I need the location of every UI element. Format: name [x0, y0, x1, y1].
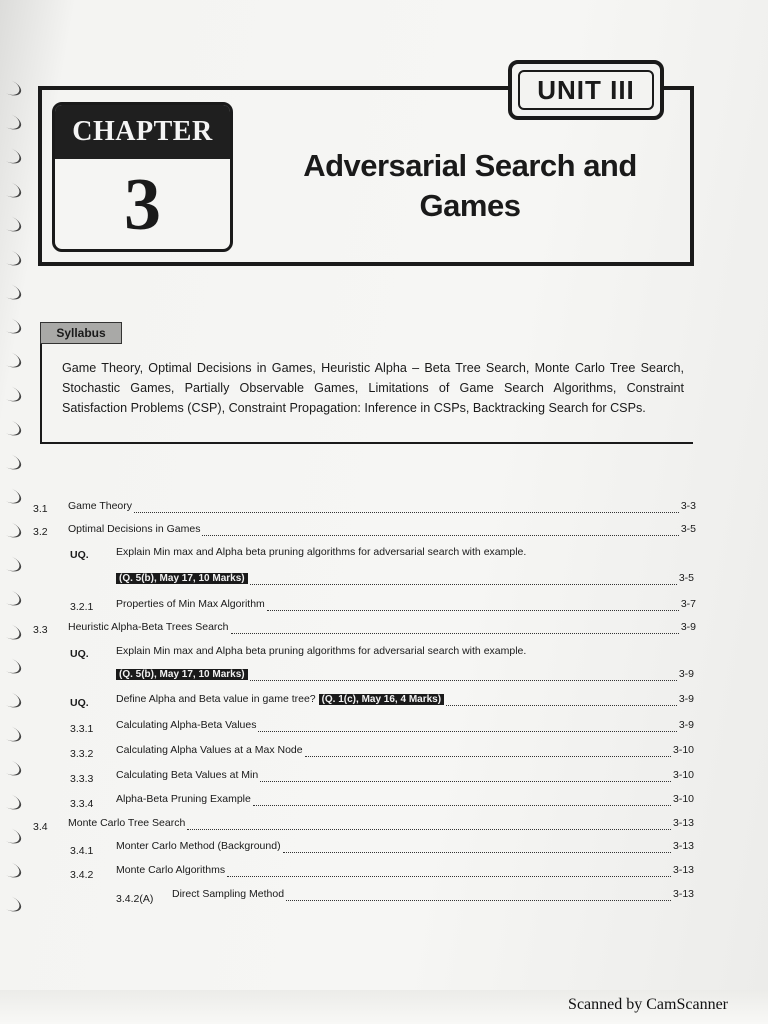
toc-number: 3.4	[33, 821, 48, 833]
chapter-title-line1: Adversarial Search and	[303, 148, 637, 183]
toc-text: Alpha-Beta Pruning Example	[116, 793, 251, 805]
toc-page: 3-10	[672, 769, 694, 781]
toc-row[interactable]	[68, 523, 696, 539]
toc-text: Explain Min max and Alpha beta pruning algorithms for adversarial search with example.	[116, 546, 527, 558]
toc-row	[116, 546, 696, 562]
toc-text: Monte Carlo Algorithms	[116, 864, 226, 876]
toc-text: Properties of Min Max Algorithm	[116, 598, 265, 610]
toc-number: 3.2.1	[70, 601, 94, 613]
toc-row[interactable]	[116, 668, 694, 684]
unit-label: UNIT III	[518, 70, 654, 110]
scanner-watermark: Scanned by CamScanner	[568, 996, 728, 1013]
toc-number: 3.3.4	[70, 798, 94, 810]
toc-row[interactable]	[116, 598, 696, 614]
toc-text: Explain Min max and Alpha beta pruning algorithms for adversarial search with example.	[116, 645, 527, 657]
toc-number: 3.1	[33, 503, 48, 515]
toc-number: 3.3.1	[70, 723, 94, 735]
toc-text: Direct Sampling Method	[172, 888, 285, 900]
toc-page: 3-7	[680, 598, 696, 610]
toc-text: Heuristic Alpha-Beta Trees Search	[68, 621, 229, 633]
toc-text: Calculating Beta Values at Min	[116, 769, 259, 781]
toc-row[interactable]	[68, 500, 696, 516]
toc-page: 3-5	[680, 523, 696, 535]
exam-reference-badge: (Q. 1(c), May 16, 4 Marks)	[319, 694, 445, 705]
toc-page: 3-9	[680, 621, 696, 633]
toc-uq-label: UQ.	[70, 697, 89, 709]
toc-page: 3-5	[678, 572, 694, 584]
toc-number: 3.3.2	[70, 748, 94, 760]
toc-row	[116, 645, 696, 661]
toc-uq-label: UQ.	[70, 549, 89, 561]
toc-page: 3-13	[672, 864, 694, 876]
toc-row[interactable]	[116, 769, 694, 785]
toc-row[interactable]	[116, 572, 694, 588]
toc-number: 3.4.2(A)	[116, 893, 154, 905]
toc-text: Optimal Decisions in Games	[68, 523, 201, 535]
toc-text: Monte Carlo Tree Search	[68, 817, 186, 829]
toc-row[interactable]	[116, 693, 694, 709]
toc-row[interactable]	[68, 621, 696, 637]
toc-page: 3-3	[680, 500, 696, 512]
toc-page: 3-9	[678, 693, 694, 705]
chapter-number: 3	[124, 164, 161, 246]
toc-page: 3-9	[678, 668, 694, 680]
exam-reference-badge: (Q. 5(b), May 17, 10 Marks)	[116, 669, 248, 680]
toc-row[interactable]	[68, 817, 694, 833]
toc-page: 3-13	[672, 888, 694, 900]
toc-number: 3.4.1	[70, 845, 94, 857]
toc-text: Define Alpha and Beta value in game tree?	[116, 693, 316, 705]
toc-number: 3.4.2	[70, 869, 94, 881]
toc-text: Game Theory	[68, 500, 132, 512]
chapter-label: CHAPTER	[55, 105, 230, 159]
toc-row[interactable]	[116, 744, 694, 760]
exam-reference-badge: (Q. 5(b), May 17, 10 Marks)	[116, 573, 248, 584]
toc-page: 3-13	[672, 817, 694, 829]
toc-row[interactable]	[116, 840, 694, 856]
toc-uq-label: UQ.	[70, 648, 89, 660]
toc-number: 3.2	[33, 526, 48, 538]
syllabus-text: Game Theory, Optimal Decisions in Games, Heuristic Alpha – Beta Tree Search, Monte Carlo Tree Search, Stochastic Games, Partially Observable Games, Limitations of Game Search Algorithms, Constraint Satisfaction Problems (CSP), Constraint Propagation: Inference in CSPs, Backtracking Search for CSPs.	[62, 361, 684, 415]
toc-text: Calculating Alpha-Beta Values	[116, 719, 257, 731]
toc-page: 3-13	[672, 840, 694, 852]
toc-text: Monter Carlo Method (Background)	[116, 840, 281, 852]
toc-row[interactable]	[172, 888, 694, 904]
syllabus-label: Syllabus	[40, 322, 122, 344]
toc-row[interactable]	[116, 793, 694, 809]
toc-row[interactable]	[116, 719, 694, 735]
toc-page: 3-10	[672, 744, 694, 756]
chapter-title-line2: Games	[419, 188, 521, 223]
toc-number: 3.3	[33, 624, 48, 636]
toc-text: Calculating Alpha Values at a Max Node	[116, 744, 303, 756]
toc-row[interactable]	[116, 864, 694, 880]
toc-page: 3-10	[672, 793, 694, 805]
toc-page: 3-9	[678, 719, 694, 731]
toc-number: 3.3.3	[70, 773, 94, 785]
